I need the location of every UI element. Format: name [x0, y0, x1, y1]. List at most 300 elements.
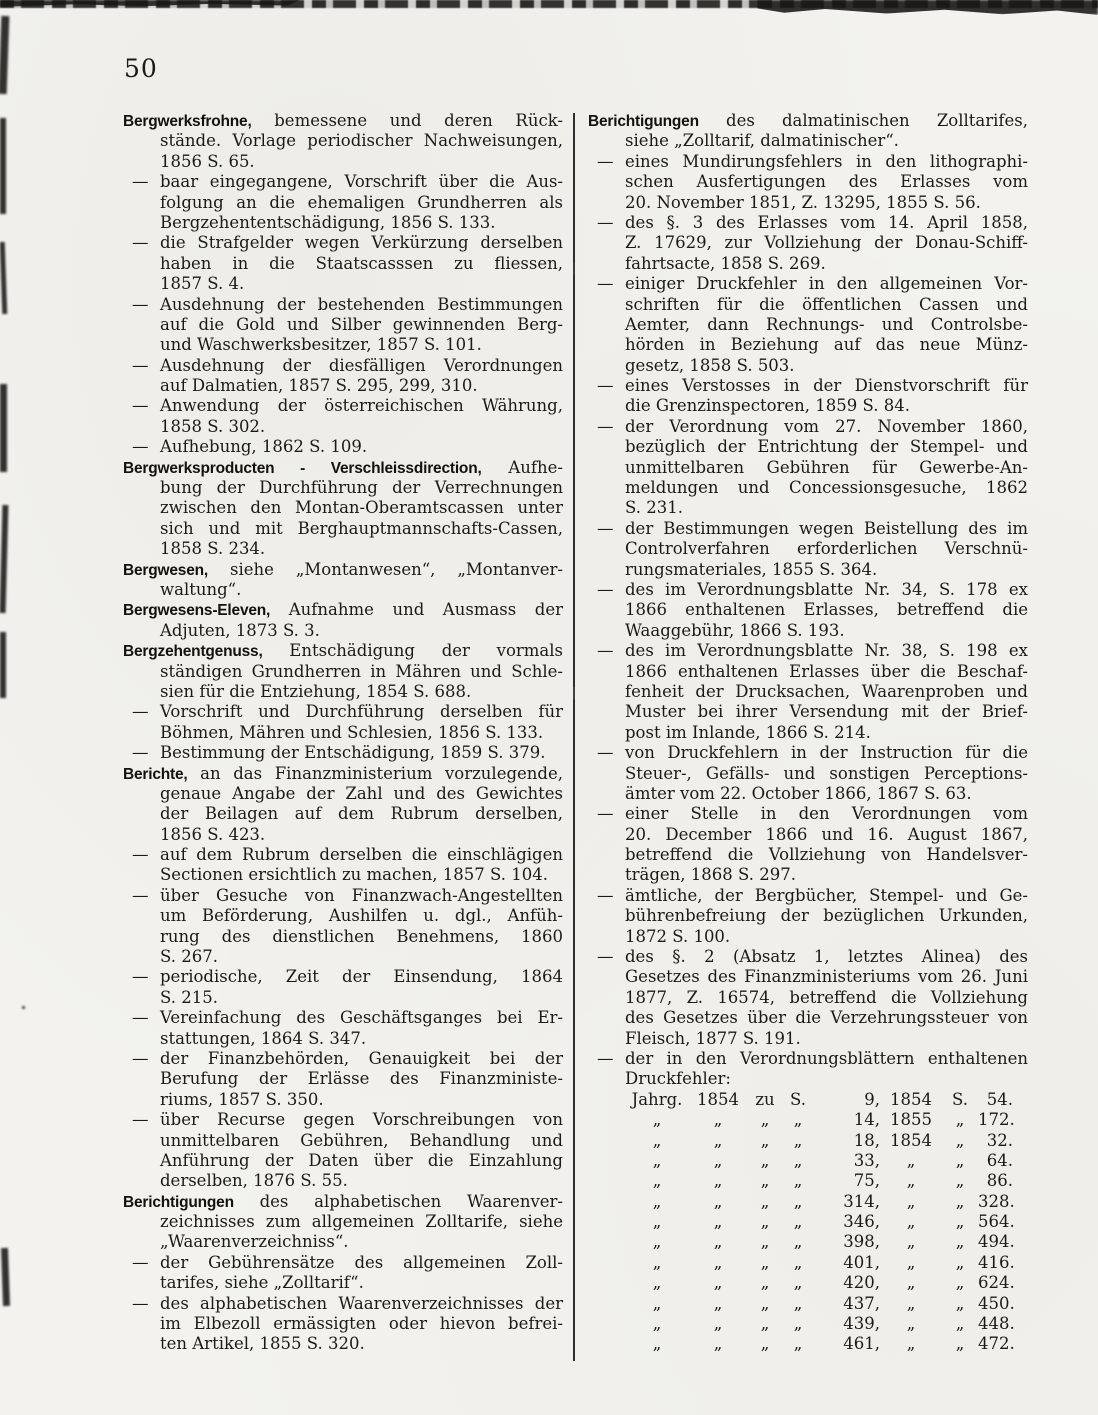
table-cell: 439, — [843, 1314, 880, 1334]
table-cell: „ — [955, 1130, 965, 1150]
dash-marker: — — [132, 845, 149, 865]
scan-artifact-speck — [22, 1006, 25, 1009]
table-row — [625, 1131, 1015, 1151]
index-entry — [123, 458, 563, 560]
column-right — [588, 111, 1028, 1355]
table-cell: „ — [793, 1150, 803, 1170]
table-cell: 398, — [843, 1232, 880, 1252]
entry-line: Z. 17629, zur Vollziehung der Donau-Schiff- — [625, 233, 1028, 253]
entry-line: — Aufhebung, 1862 S. 109. — [123, 437, 563, 457]
table-cell: „ — [760, 1314, 770, 1334]
entry-line: 1858 S. 234. — [160, 539, 266, 559]
table-cell: „ — [652, 1314, 662, 1334]
table-cell: „ — [652, 1212, 662, 1232]
entry-line: Fleisch, 1877 S. 191. — [625, 1028, 801, 1048]
column-left — [123, 111, 563, 1355]
table-cell: „ — [955, 1232, 965, 1252]
scan-artifact-left-edge — [0, 242, 7, 314]
table-cell: „ — [760, 1191, 770, 1211]
entry-line: 1866 enthaltenen Erlasses über die Beschaf- — [625, 661, 1028, 681]
table-cell: „ — [760, 1171, 770, 1191]
table-cell: „ — [713, 1232, 723, 1252]
entry-line: zeichnisses zum allgemeinen Zolltarife, siehe — [160, 1212, 563, 1232]
entry-line: schriften für die öffentlichen Cassen und — [625, 294, 1028, 314]
table-cell: „ — [713, 1191, 723, 1211]
dash-marker: — — [132, 172, 149, 192]
table-cell: 564. — [978, 1212, 1015, 1232]
table-cell: „ — [760, 1130, 770, 1150]
table-cell: 75, — [853, 1171, 880, 1191]
table-cell: „ — [713, 1293, 723, 1313]
table-cell: „ — [713, 1252, 723, 1272]
table-cell: „ — [906, 1232, 916, 1252]
entry-headword: Berichtigungen — [588, 113, 699, 130]
entry-line: 20. November 1851, Z. 13295, 1855 S. 56. — [625, 192, 981, 212]
table-cell: 1855 — [890, 1110, 932, 1130]
entry-line: — der Finanzbehörden, Genauigkeit bei der — [123, 1049, 563, 1069]
table-cell: „ — [955, 1171, 965, 1191]
entry-line: Anführung der Daten über die Einzahlung — [160, 1150, 563, 1170]
entry-line: 1856 S. 65. — [160, 151, 255, 171]
table-cell: „ — [760, 1293, 770, 1313]
index-entry — [123, 1294, 563, 1355]
entry-line: — Anwendung der österreichischen Währung, — [123, 396, 563, 416]
scan-artifact-top-right — [757, 0, 1098, 15]
index-entry — [123, 1253, 563, 1294]
table-cell: 624. — [978, 1273, 1015, 1293]
table-cell: „ — [793, 1212, 803, 1232]
table-cell: „ — [652, 1130, 662, 1150]
dash-marker: — — [597, 641, 614, 661]
entry-line: — eines Verstosses in der Dienstvorschrift für — [588, 376, 1028, 396]
entry-line: Gesetzes des Finanzministeriums vom 26. Juni — [625, 967, 1028, 987]
table-cell: „ — [713, 1314, 723, 1334]
dash-marker: — — [132, 967, 149, 987]
entry-line: — der in den Verordnungsblättern enthaltenen — [588, 1049, 1028, 1069]
table-cell: „ — [713, 1273, 723, 1293]
index-entry — [123, 560, 563, 601]
index-entry — [123, 702, 563, 743]
table-cell: „ — [793, 1110, 803, 1130]
index-entry — [123, 1049, 563, 1110]
entry-line: zwischen den Montan-Oberamtscassen unter — [160, 498, 563, 518]
table-row — [625, 1110, 1015, 1130]
entry-line: trägen, 1868 S. 297. — [625, 865, 796, 885]
table-cell: 450. — [978, 1293, 1015, 1313]
entry-line: Controlverfahren erforderlichen Verschnü- — [625, 539, 1028, 559]
table-cell: 1854 — [890, 1089, 932, 1109]
entry-line: haben in die Staatscasssen zu fliessen, — [160, 253, 563, 273]
table-cell: „ — [652, 1110, 662, 1130]
index-entry — [588, 804, 1028, 886]
index-entry — [588, 152, 1028, 213]
table-cell: „ — [906, 1334, 916, 1354]
dash-marker: — — [132, 437, 149, 457]
scan-artifact-left-edge — [0, 632, 6, 698]
entry-line: folgung an die ehemaligen Grundherren als — [160, 192, 563, 212]
table-cell: „ — [652, 1334, 662, 1354]
scan-artifact-left-edge — [0, 16, 9, 94]
entry-headword: Berichtigungen — [123, 1193, 234, 1211]
dash-marker: — — [597, 804, 614, 824]
entry-line: fenheit der Drucksachen, Waarenproben und — [625, 681, 1028, 701]
dash-marker: — — [597, 947, 614, 967]
entry-line: „Waarenverzeichniss“. — [160, 1232, 349, 1252]
table-cell: „ — [713, 1171, 723, 1191]
entry-line: — die Strafgelder wegen Verkürzung derselben — [123, 233, 563, 253]
entry-line: post im Inlande, 1866 S. 214. — [625, 722, 871, 742]
table-row — [625, 1232, 1015, 1252]
table-cell: „ — [652, 1293, 662, 1313]
entry-line: — über Recurse gegen Vorschreibungen von — [123, 1110, 563, 1130]
dash-marker: — — [597, 416, 614, 436]
entry-line: rungsmateriales, 1855 S. 364. — [625, 559, 878, 579]
table-cell: „ — [793, 1273, 803, 1293]
index-entry — [588, 213, 1028, 274]
entry-line: im Elbezoll ermässigten oder hievon befrei- — [160, 1314, 563, 1334]
entry-line: sien für die Entziehung, 1854 S. 688. — [160, 681, 472, 701]
table-row — [625, 1212, 1015, 1232]
table-cell: „ — [906, 1273, 916, 1293]
table-cell: „ — [793, 1171, 803, 1191]
dash-marker: — — [597, 885, 614, 905]
entry-line: um Beförderung, Aushilfen u. dgl., Anfüh- — [160, 906, 563, 926]
entry-line: Adjuten, 1873 S. 3. — [160, 620, 320, 640]
index-entry — [588, 1049, 1028, 1090]
entry-line: Bergwerksfrohne, bemessene und deren Rück- — [123, 111, 564, 130]
entry-line: unmittelbaren Gebühren, Behandlung und — [160, 1130, 563, 1150]
entry-line: 1877, Z. 16574, betreffend die Vollziehung — [625, 987, 1028, 1007]
table-row — [625, 1314, 1015, 1334]
dash-marker: — — [132, 396, 149, 416]
table-cell: 86. — [986, 1171, 1013, 1191]
table-cell: 437, — [843, 1293, 880, 1313]
table-cell: „ — [760, 1110, 770, 1130]
table-cell: „ — [955, 1150, 965, 1170]
table-cell: „ — [955, 1110, 965, 1130]
entry-line: — ämtliche, der Bergbücher, Stempel- und Ge- — [588, 886, 1028, 906]
table-cell: „ — [760, 1232, 770, 1252]
table-cell: 494. — [978, 1232, 1015, 1252]
entry-line: — Ausdehnung der bestehenden Bestimmungen — [123, 295, 563, 315]
entry-line: gesetz, 1858 S. 503. — [625, 355, 795, 375]
entry-line: meldungen und Concessionsgesuche, 1862 — [625, 478, 1028, 498]
index-entry — [123, 356, 563, 397]
entry-line: stattungen, 1864 S. 347. — [160, 1028, 367, 1048]
entry-line: riums, 1857 S. 350. — [160, 1089, 324, 1109]
table-cell: „ — [955, 1293, 965, 1313]
correction-table — [625, 1090, 1015, 1355]
entry-line: — des im Verordnungsblatte Nr. 34, S. 178 ex — [588, 580, 1028, 600]
dash-marker: — — [597, 376, 614, 396]
entry-line: bezüglich der Entrichtung der Stempel- und — [625, 437, 1028, 457]
table-cell: „ — [652, 1232, 662, 1252]
index-entry — [588, 111, 1028, 152]
entry-line: Bergwesens-Eleven, Aufnahme und Ausmass der — [123, 600, 564, 620]
table-cell: 314, — [843, 1191, 880, 1211]
index-entry — [123, 743, 563, 763]
table-cell: „ — [906, 1252, 916, 1272]
table-cell: 54. — [986, 1089, 1013, 1109]
entry-line: — Bestimmung der Entschädigung, 1859 S. 379. — [123, 743, 563, 763]
entry-line: der Beilagen auf dem Rubrum derselben, — [160, 804, 563, 824]
index-entry — [123, 845, 563, 886]
column-divider — [573, 113, 575, 1361]
table-cell: 328. — [978, 1191, 1015, 1211]
entry-line: unmittelbaren Gebühren für Gewerbe-An- — [625, 457, 1028, 477]
entry-line: auf Dalmatien, 1857 S. 295, 299, 310. — [160, 376, 478, 396]
entry-line: tarifes, siehe „Zolltarif“. — [160, 1273, 364, 1293]
index-entry — [123, 295, 563, 356]
index-entry — [123, 1110, 563, 1192]
index-entry — [123, 600, 563, 641]
table-cell: 448. — [978, 1314, 1015, 1334]
dash-marker: — — [132, 355, 149, 375]
entry-line: — von Druckfehlern in der Instruction für die — [588, 743, 1028, 763]
dash-marker: — — [597, 212, 614, 232]
dash-marker: — — [597, 274, 614, 294]
entry-line: — des im Verordnungsblatte Nr. 38, S. 198 ex — [588, 641, 1028, 661]
entry-line: stände. Vorlage periodischer Nachweisungen, — [160, 131, 563, 151]
table-cell: 64. — [986, 1150, 1013, 1170]
index-entry — [123, 886, 563, 968]
table-cell: „ — [713, 1110, 723, 1130]
index-entry — [123, 437, 563, 457]
index-entry — [123, 172, 563, 233]
entry-line: Bergzehentgenuss, Entschädigung der vormals — [123, 641, 563, 661]
table-cell: „ — [652, 1150, 662, 1170]
table-cell: „ — [906, 1314, 916, 1334]
dash-marker: — — [597, 518, 614, 538]
dash-marker: — — [132, 294, 149, 314]
dash-marker: — — [132, 1008, 149, 1028]
entry-line: Bergwesen, siehe „Montanwesen“, „Montanver- — [123, 559, 564, 579]
entry-line: — über Gesuche von Finanzwach-Angestellten — [123, 886, 563, 906]
index-entry — [123, 233, 563, 294]
entry-headword: Bergzehentgenuss, — [123, 643, 263, 661]
dash-marker: — — [132, 743, 149, 763]
page-number: 50 — [124, 54, 158, 83]
table-cell: „ — [793, 1252, 803, 1272]
scan-artifact-left-edge — [0, 505, 8, 613]
entry-line: des Gesetzes über die Verzehrungssteuer von — [625, 1008, 1028, 1028]
entry-line: — einiger Druckfehler in den allgemeinen Vor- — [588, 274, 1028, 294]
table-cell: „ — [760, 1334, 770, 1354]
entry-line: — Ausdehnung der diesfälligen Verordnungen — [123, 356, 563, 376]
table-cell: „ — [906, 1150, 916, 1170]
scan-artifact-left-edge — [0, 118, 6, 214]
entry-line: Berichtigungen des dalmatinischen Zolltarifes, — [588, 111, 1028, 130]
table-cell: „ — [652, 1191, 662, 1211]
index-entry — [588, 519, 1028, 580]
table-cell: „ — [793, 1334, 803, 1354]
entry-line: fahrtsacte, 1858 S. 269. — [625, 253, 826, 273]
dash-marker: — — [597, 151, 614, 171]
table-cell: 346, — [843, 1212, 880, 1232]
entry-headword: Bergwesens-Eleven, — [123, 602, 271, 620]
entry-headword: Bergwesen, — [123, 561, 209, 579]
entry-line: hörden in Beziehung auf das neue Münz- — [625, 335, 1028, 355]
entry-headword: Bergwerksproducten - Verschleissdirection, — [123, 459, 482, 477]
entry-line: Druckfehler: — [625, 1069, 731, 1089]
table-cell: 14, — [853, 1110, 880, 1130]
dash-marker: — — [132, 1110, 149, 1130]
table-cell: 401, — [843, 1252, 880, 1272]
table-cell: zu — [755, 1089, 775, 1109]
table-cell: „ — [713, 1130, 723, 1150]
entry-line: 1856 S. 423. — [160, 824, 266, 844]
index-entry — [123, 396, 563, 437]
table-cell: „ — [713, 1212, 723, 1232]
dash-marker: — — [132, 885, 149, 905]
entry-line: sich und mit Berghauptmannschafts-Cassen, — [160, 518, 563, 538]
entry-line: — der Gebührensätze des allgemeinen Zoll- — [123, 1253, 563, 1273]
table-cell: 18, — [853, 1130, 880, 1150]
dash-marker: — — [132, 1048, 149, 1068]
entry-line: Steuer-, Gefälls- und sonstigen Perceptions- — [625, 763, 1028, 783]
table-cell: „ — [955, 1252, 965, 1272]
entry-line: — des §. 3 des Erlasses vom 14. April 1858, — [588, 213, 1028, 233]
table-cell: 1854 — [697, 1089, 739, 1109]
index-entry — [123, 1192, 563, 1253]
entry-line: ständigen Grundherren in Mähren und Schle- — [160, 661, 563, 681]
entry-line: bung der Durchführung der Verrechnungen — [160, 478, 563, 498]
entry-headword: Berichte, — [123, 765, 188, 783]
entry-line: — baar eingegangene, Vorschrift über die Aus- — [123, 172, 563, 192]
table-cell: 32. — [986, 1130, 1013, 1150]
entry-line: — des §. 2 (Absatz 1, letztes Alinea) des — [588, 947, 1028, 967]
entry-line: — des alphabetischen Waarenverzeichnisses der — [123, 1294, 563, 1314]
table-cell: „ — [955, 1314, 965, 1334]
entry-line: — Vorschrift und Durchführung derselben für — [123, 702, 563, 722]
table-cell: 461, — [843, 1334, 880, 1354]
table-cell: 33, — [853, 1150, 880, 1170]
entry-line: — der Verordnung vom 27. November 1860, — [588, 417, 1028, 437]
entry-line: Berichtigungen des alphabetischen Waarenver- — [123, 1191, 563, 1211]
entry-line: genaue Angabe der Zahl und des Gewichtes — [160, 783, 563, 803]
entry-line: Berichte, an das Finanzministerium vorzulegende, — [123, 763, 564, 783]
index-entry — [123, 111, 563, 172]
table-cell: 172. — [978, 1110, 1015, 1130]
table-cell: „ — [955, 1212, 965, 1232]
table-cell: 420, — [843, 1273, 880, 1293]
entry-line: S. 267. — [160, 947, 218, 967]
index-entry — [588, 947, 1028, 1049]
table-row — [625, 1171, 1015, 1191]
entry-line: waltung“. — [160, 579, 242, 599]
entry-line: — periodische, Zeit der Einsendung, 1864 — [123, 967, 563, 987]
entry-headword: Bergwerksfrohne, — [123, 113, 252, 130]
entry-line: schen Ausfertigungen des Erlasses vom — [625, 172, 1028, 192]
entry-line: auf die Gold und Silber gewinnenden Berg- — [160, 314, 563, 334]
table-row — [625, 1273, 1015, 1293]
table-row — [625, 1294, 1015, 1314]
entry-line: derselben, 1876 S. 55. — [160, 1171, 348, 1191]
dash-marker: — — [132, 1293, 149, 1313]
entry-line: — der Bestimmungen wegen Beistellung des im — [588, 519, 1028, 539]
dash-marker: — — [597, 743, 614, 763]
entry-line: Böhmen, Mähren und Schlesien, 1856 S. 133. — [160, 722, 544, 742]
table-cell: „ — [713, 1334, 723, 1354]
index-entry — [588, 376, 1028, 417]
index-entry — [123, 764, 563, 846]
index-entry — [588, 580, 1028, 641]
table-cell: 416. — [978, 1252, 1015, 1272]
table-cell: „ — [793, 1191, 803, 1211]
table-row — [625, 1253, 1015, 1273]
entry-line: siehe „Zolltarif, dalmatinischer“. — [625, 131, 899, 151]
entry-line: S. 231. — [625, 498, 683, 518]
table-cell: „ — [793, 1293, 803, 1313]
entry-line: — eines Mundirungsfehlers in den lithographi- — [588, 152, 1028, 172]
entry-line: die Grenzinspectoren, 1859 S. 84. — [625, 396, 910, 416]
scan-artifact-left-edge — [0, 384, 7, 472]
entry-line: — auf dem Rubrum derselben die einschlägigen — [123, 845, 563, 865]
table-cell: „ — [906, 1212, 916, 1232]
entry-line: Berufung der Erlässe des Finanzministe- — [160, 1069, 563, 1089]
entry-line: ten Artikel, 1855 S. 320. — [160, 1334, 365, 1354]
entry-line: 1857 S. 4. — [160, 274, 245, 294]
entry-line: Muster bei ihrer Versendung mit der Brief- — [625, 702, 1028, 722]
index-entry — [588, 743, 1028, 804]
table-cell: „ — [793, 1232, 803, 1252]
table-cell: „ — [760, 1150, 770, 1170]
table-row — [625, 1192, 1015, 1212]
table-cell: „ — [713, 1150, 723, 1170]
entry-line: rung des dienstlichen Benehmens, 1860 — [160, 926, 563, 946]
table-cell: „ — [652, 1273, 662, 1293]
entry-line: Bergzehententschädigung, 1856 S. 133. — [160, 212, 496, 232]
entry-line: bührenbefreiung der bezüglichen Urkunden, — [625, 906, 1028, 926]
entry-line: 1872 S. 100. — [625, 926, 731, 946]
index-entry — [588, 274, 1028, 376]
table-cell: „ — [906, 1293, 916, 1313]
table-cell: „ — [906, 1171, 916, 1191]
dash-marker: — — [132, 233, 149, 253]
entry-line: Waaggebühr, 1866 S. 193. — [625, 620, 845, 640]
table-cell: „ — [652, 1171, 662, 1191]
entry-line: Sectionen ersichtlich zu machen, 1857 S. 104. — [160, 865, 548, 885]
index-entry — [123, 641, 563, 702]
index-entry — [123, 967, 563, 1008]
scan-artifact-left-edge — [1, 1248, 10, 1306]
entry-line: Bergwerksproducten - Verschleissdirection, Aufhe- — [123, 457, 563, 477]
table-cell: „ — [793, 1314, 803, 1334]
entry-line: 1858 S. 302. — [160, 416, 266, 436]
dash-marker: — — [132, 702, 149, 722]
table-cell: „ — [760, 1273, 770, 1293]
table-cell: „ — [760, 1252, 770, 1272]
dash-marker: — — [597, 1048, 614, 1068]
table-cell: „ — [955, 1191, 965, 1211]
table-cell: S. — [790, 1089, 806, 1109]
entry-line: und Waschwerksbesitzer, 1857 S. 101. — [160, 335, 482, 355]
index-entry — [588, 886, 1028, 947]
entry-line: 1866 enthaltenen Erlasses, betreffend die — [625, 600, 1028, 620]
table-cell: „ — [955, 1273, 965, 1293]
table-cell: „ — [955, 1334, 965, 1354]
table-cell: 472. — [978, 1334, 1015, 1354]
entry-line: Aemter, dann Rechnungs- und Controlsbe- — [625, 314, 1028, 334]
table-cell: „ — [652, 1252, 662, 1272]
table-cell: 1854 — [890, 1130, 932, 1150]
table-row — [625, 1151, 1015, 1171]
entry-line: — Vereinfachung des Geschäftsganges bei Er- — [123, 1008, 563, 1028]
table-cell: S. — [952, 1089, 968, 1109]
table-cell: Jahrg. — [631, 1089, 683, 1109]
entry-line: betreffend die Vollziehung von Handelsver- — [625, 845, 1028, 865]
table-cell: „ — [760, 1212, 770, 1232]
